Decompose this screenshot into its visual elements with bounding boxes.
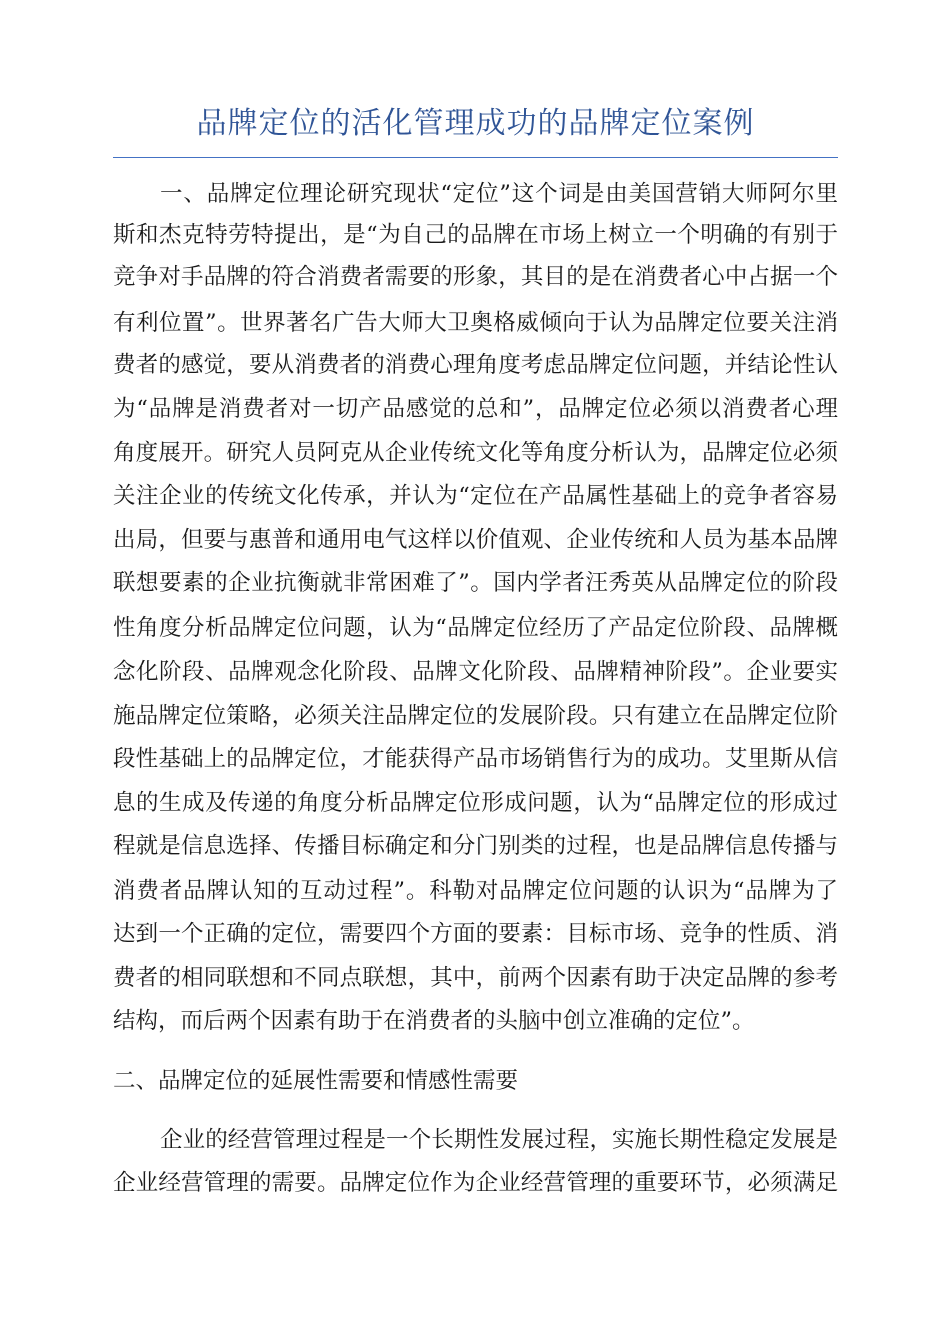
paragraph-line: 息的生成及传递的角度分析品牌定位形成问题，认为“品牌定位的形成过 [113, 790, 838, 816]
paragraph-line: 费者的感觉，要从消费者的消费心理角度考虑品牌定位问题，并结论性认 [113, 352, 838, 378]
paragraph-line: 程就是信息选择、传播目标确定和分门别类的过程，也是品牌信息传播与 [113, 833, 838, 859]
paragraph-line: 有利位置”。世界著名广告大师大卫奥格威倾向于认为品牌定位要关注消 [113, 310, 838, 336]
paragraph-line: 为“品牌是消费者对一切产品感觉的总和”，品牌定位必须以消费者心理 [113, 396, 838, 422]
section-heading: 二、品牌定位的延展性需要和情感性需要 [113, 1068, 519, 1094]
paragraph-line: 企业经营管理的需要。品牌定位作为企业经营管理的重要环节，必须满足 [113, 1170, 838, 1196]
paragraph-line: 性角度分析品牌定位问题，认为“品牌定位经历了产品定位阶段、品牌概 [113, 615, 838, 641]
paragraph-line: 关注企业的传统文化传承，并认为“定位在产品属性基础上的竞争者容易 [113, 483, 838, 509]
paragraph-line: 竞争对手品牌的符合消费者需要的形象，其目的是在消费者心中占据一个 [113, 264, 838, 290]
paragraph-line: 施品牌定位策略，必须关注品牌定位的发展阶段。只有建立在品牌定位阶 [113, 703, 838, 729]
paragraph-line: 结构，而后两个因素有助于在消费者的头脑中创立准确的定位”。 [113, 1008, 755, 1034]
paragraph-line: 念化阶段、品牌观念化阶段、品牌文化阶段、品牌精神阶段”。企业要实 [113, 659, 838, 685]
title-underline [113, 157, 838, 158]
paragraph-line: 段性基础上的品牌定位，才能获得产品市场销售行为的成功。艾里斯从信 [113, 746, 838, 772]
paragraph-line: 消费者品牌认知的互动过程”。科勒对品牌定位问题的认识为“品牌为了 [113, 878, 838, 904]
paragraph-line: 达到一个正确的定位，需要四个方面的要素：目标市场、竞争的性质、消 [113, 921, 838, 947]
paragraph-line: 一、品牌定位理论研究现状“定位”这个词是由美国营销大师阿尔里 [160, 181, 838, 207]
paragraph-line: 企业的经营管理过程是一个长期性发展过程，实施长期性稳定发展是 [160, 1127, 838, 1153]
paragraph-line: 角度展开。研究人员阿克从企业传统文化等角度分析认为，品牌定位必须 [113, 440, 838, 466]
paragraph-line: 联想要素的企业抗衡就非常困难了”。国内学者汪秀英从品牌定位的阶段 [113, 570, 838, 596]
document-title: 品牌定位的活化管理成功的品牌定位案例 [196, 106, 755, 141]
paragraph-line: 斯和杰克特劳特提出，是“为自己的品牌在市场上树立一个明确的有别于 [113, 222, 838, 248]
paragraph-line: 出局，但要与惠普和通用电气这样以价值观、企业传统和人员为基本品牌 [113, 527, 838, 553]
paragraph-line: 费者的相同联想和不同点联想，其中，前两个因素有助于决定品牌的参考 [113, 965, 838, 991]
